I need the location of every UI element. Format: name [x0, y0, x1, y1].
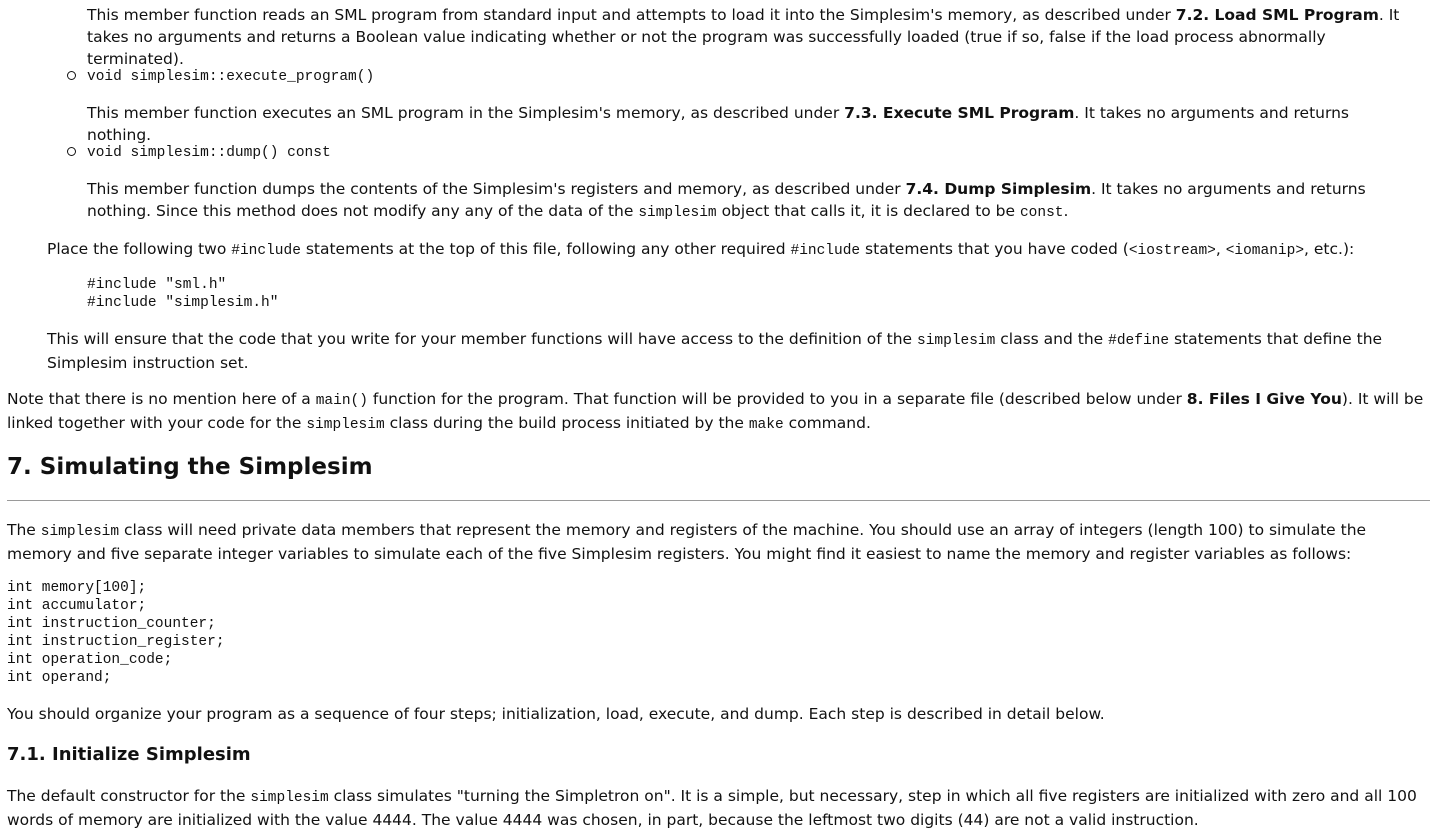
section-ref-8: 8. Files I Give You [1186, 390, 1342, 408]
section-7-1-heading: 7.1. Initialize Simplesim [7, 744, 251, 765]
organize-steps-text: You should organize your program as a sequence of four steps; initialization, load, execute, and dump. Each step is described in detail below. [7, 705, 1105, 723]
main-function-note: Note that there is no mention here of a main() function for the program. That function will be provided to you in a separate file (described below under 8. Files I Give You). It will be linked together with your code for the simplesim class during the build process initiated by the make command. [7, 390, 1424, 433]
include-code-block: #include "sml.h" #include "simplesim.h" [87, 277, 279, 311]
section-7-intro: The simplesim class will need private data members that represent the memory and registers of the machine. You should use an array of integers (length 100) to simulate the memory and five separate integer variables to simulate each of the five Simplesim registers. You might find it easiest to name the memory and register variables as follows: [7, 521, 1367, 563]
section-divider [7, 500, 1430, 501]
load-program-description: This member function reads an SML program from standard input and attempts to load it into the Simplesim's memory, as described under 7.2. Load SML Program. It takes no arguments and returns a Boolean value indicating whether or not the program was successfully loaded (true if so, false if the load process abnormally terminated). [87, 6, 1400, 68]
execute-program-description: This member function executes an SML program in the Simplesim's memory, as described under 7.3. Execute SML Program. It takes no arguments and returns nothing. [87, 104, 1349, 144]
section-ref-7-4: 7.4. Dump Simplesim [905, 180, 1092, 198]
include-explanation: This will ensure that the code that you write for your member functions will have access to the definition of the simplesim class and the #define statements that define the Simplesim instruction set. [47, 330, 1383, 372]
include-note: Place the following two #include statements at the top of this file, following any other required #include statements that you have coded (<iostream>, <iomanip>, etc.): [47, 240, 1355, 259]
register-declarations-code: int memory[100]; int accumulator; int instruction_counter; int instruction_register; int operation_code; int operand; [7, 580, 225, 686]
section-ref-7-2: 7.2. Load SML Program [1175, 6, 1379, 24]
dump-description: This member function dumps the contents of the Simplesim's registers and memory, as described under 7.4. Dump Simplesim. It takes no arguments and returns nothing. Since this method does not modify any any of the data of the simplesim object that calls it, it is declared to be const. [87, 180, 1366, 221]
section-7-heading: 7. Simulating the Simplesim [7, 454, 373, 480]
dump-signature: void simplesim::dump() const [87, 145, 331, 161]
execute-program-signature: void simplesim::execute_program() [87, 69, 375, 85]
section-7-1-text: The default constructor for the simplesim class simulates "turning the Simpletron on". It is a simple, but necessary, step in which all five registers are initialized with zero and all 100 words of memory are initialized with the value 4444. The value 4444 was chosen, in part, because the leftmost two digits (44) are not a valid instruction. [7, 787, 1417, 829]
bullet-icon [67, 147, 76, 156]
bullet-icon [67, 71, 76, 80]
section-ref-7-3: 7.3. Execute SML Program [844, 104, 1075, 122]
